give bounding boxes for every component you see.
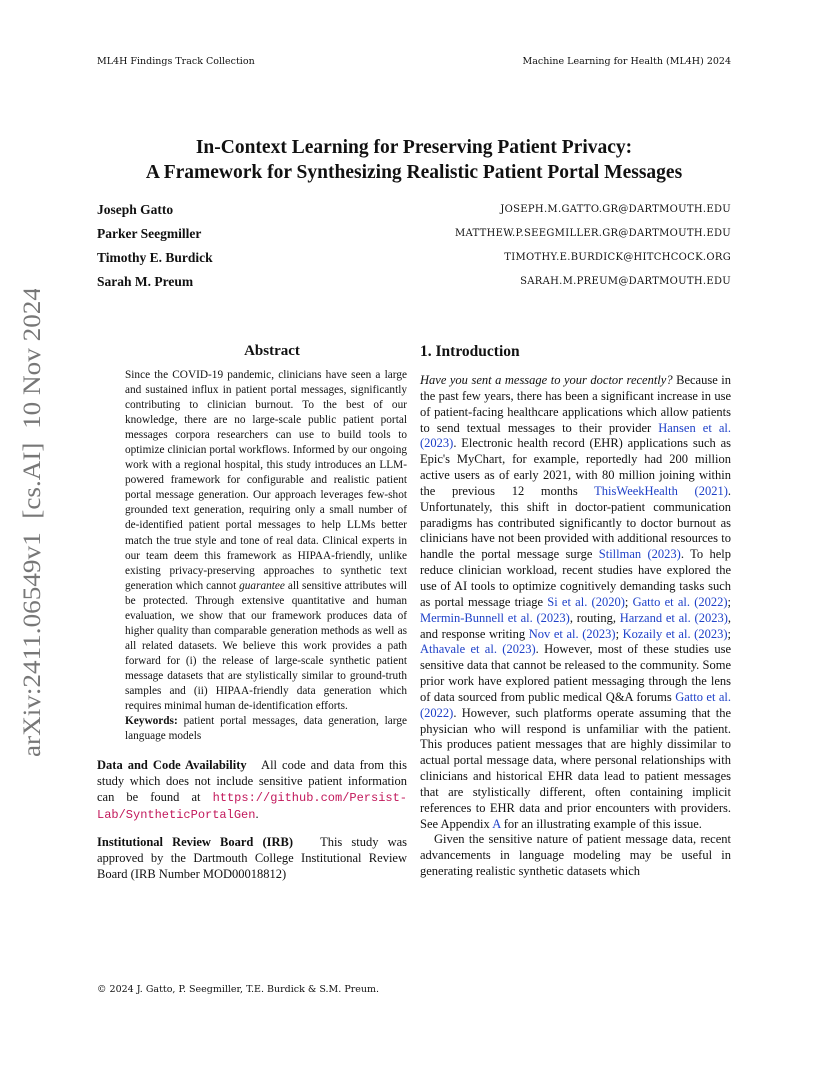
- left-column: [97, 343, 407, 883]
- citation-link[interactable]: Harzand et al. (2023): [619, 610, 728, 625]
- intro-text: ;: [727, 626, 731, 641]
- running-header-right: Machine Learning for Health (ML4H) 2024: [522, 56, 731, 67]
- abstract-text: all sensitive attributes will be protected. Through extensive quantitative and human evaluation, we show that our framework produces data of higher quality than comparable generation methods as well as all related datasets. We believe this work provides a path forward for (i) the release of large-scale synthetic patient message datasets that are stylistically similar to ground-truth samples and (ii) HIPAA-friendly data generation which requires minimal human de-identification efforts.: [125, 579, 408, 713]
- irb-paragraph: [97, 835, 407, 883]
- arxiv-stamp-text: arXiv:2411.06549v1 [cs.AI] 10 Nov 2024: [19, 324, 46, 757]
- citation-link[interactable]: Athavale et al. (2023): [420, 642, 536, 657]
- intro-text: ;: [727, 594, 731, 609]
- keywords: [125, 714, 407, 744]
- author-row: [97, 202, 731, 222]
- citation-link[interactable]: Nov et al. (2023): [528, 626, 616, 641]
- introduction-body: [420, 373, 731, 880]
- title-line-2: A Framework for Synthesizing Realistic Patient Portal Messages: [145, 162, 683, 183]
- intro-text: , and response writing: [420, 610, 731, 641]
- abstract-body: [125, 368, 407, 744]
- author-email[interactable]: JOSEPH.M.GATTO.GR@DARTMOUTH.EDU: [500, 204, 731, 215]
- citation-link[interactable]: Stillman (2023): [598, 547, 681, 562]
- data-availability-text: All code and data from this study which does not include sensitive patient information can be found at: [97, 758, 408, 804]
- author-email[interactable]: SARAH.M.PREUM@DARTMOUTH.EDU: [520, 276, 731, 287]
- running-header-left: ML4H Findings Track Collection: [97, 56, 255, 67]
- citation-link[interactable]: Gatto et al. (2022): [632, 594, 728, 609]
- author-row: [97, 250, 731, 270]
- appendix-link[interactable]: A: [492, 816, 501, 831]
- right-column: [420, 343, 731, 880]
- keywords-text: patient portal messages, data generation, large language models: [125, 715, 407, 743]
- abstract-emphasis: guarantee: [239, 579, 285, 592]
- intro-text: . Electronic health record (EHR) applications such as Epic's MyChart, for example, reportedly had 200 million active users as of early 2021, with 80 million joining within the previous 12 months: [420, 436, 731, 498]
- intro-question: Have you sent a message to your doctor recently?: [420, 373, 673, 387]
- author-email[interactable]: TIMOTHY.E.BURDICK@HITCHCOCK.ORG: [504, 252, 731, 263]
- abstract-text: Since the COVID-19 pandemic, clinicians have seen a large and sustained influx in patient portal messages, significantly contributing to clinician burnout. To the best of our knowledge, there are no large-scale public patient portal messages corpora researchers can use to build tools to optimize clinician portal workflows. Informed by our ongoing work with a regional hospital, this study introduces an LLM-powered framework for configurable and realistic patient portal message generation. Our approach leverages few-shot grounded text generation, requiring only a small number of de-identified patient portal messages to help LLMs better match the true style and tone of real data. Clinical experts in our team deem this framework as HIPAA-friendly, unlike existing privacy-preserving approaches to synthetic text generation which cannot: [125, 369, 407, 592]
- intro-text: . To help reduce clinician workload, recent studies have explored the use of AI tools to optimize cognitively demanding tasks such as portal message triage: [420, 547, 731, 609]
- citation-link[interactable]: Gatto et al. (2022): [420, 689, 731, 720]
- citation-link[interactable]: ThisWeekHealth (2021): [594, 483, 728, 498]
- intro-text: , routing,: [569, 610, 620, 625]
- citation-link[interactable]: Hansen et al. (2023): [420, 420, 732, 451]
- author-name: Sarah M. Preum: [97, 274, 194, 289]
- github-link[interactable]: https://github.com/Persist-Lab/SyntheticPortalGen: [97, 790, 408, 822]
- intro-paragraph-1: [420, 373, 731, 832]
- paper-title: [60, 135, 768, 185]
- intro-paragraph-2: Given the sensitive nature of patient message data, recent advancements in language modeling may be useful in generating realistic synthetic datasets which: [420, 832, 731, 879]
- citation-link[interactable]: Kozaily et al. (2023): [622, 626, 728, 641]
- data-availability-paragraph: [97, 758, 407, 824]
- author-email[interactable]: MATTHEW.P.SEEGMILLER.GR@DARTMOUTH.EDU: [454, 228, 731, 239]
- author-name: Timothy E. Burdick: [97, 250, 213, 265]
- intro-text: . Unfortunately, this shift in doctor-patient communication paradigms has contributed significantly to doctor burnout as clinicians have not been provided with additional resources to handle the portal message surge: [420, 483, 731, 562]
- author-row: [97, 274, 731, 294]
- intro-text: for an illustrating example of this issue.: [500, 816, 702, 831]
- irb-heading: Institutional Review Board (IRB): [97, 834, 294, 849]
- data-availability-heading: Data and Code Availability: [97, 758, 247, 773]
- intro-text: . However, such platforms operate assuming that the physician who will respond is unfamiliar with the patient. This produces patient messages that are highly dissimilar to actual portal message data, where personal relationships with clinicians and historical EHR data lead to patient messages that are stylistically different, often containing implicit references to EHR data and prior encounters with providers. See Appendix: [420, 705, 731, 831]
- author-name: Parker Seegmiller: [97, 226, 202, 241]
- intro-text: ;: [624, 594, 633, 609]
- copyright-footer: © 2024 J. Gatto, P. Seegmiller, T.E. Burdick & S.M. Preum.: [97, 984, 380, 995]
- intro-text: . However, most of these studies use sensitive data that cannot be released to the community. Some prior work have explored patient messaging through the lens of data sourced from public medical Q&A forums: [420, 642, 732, 704]
- abstract-title: Abstract: [244, 343, 300, 359]
- introduction-title: 1. Introduction: [420, 343, 520, 360]
- irb-text: This study was approved by the Dartmouth College Institutional Review Board (IRB Number MOD00018812): [97, 834, 408, 881]
- title-line-1: In-Context Learning for Preserving Patient Privacy:: [195, 137, 633, 158]
- intro-text: Because in the past few years, there has been a significant increase in use of patient-facing healthcare applications which allow patients to send textual messages to their provider: [420, 373, 731, 435]
- author-row: [97, 226, 731, 246]
- citation-link[interactable]: Si et al. (2020): [547, 594, 625, 609]
- data-availability-end: .: [255, 806, 259, 821]
- arxiv-stamp: [12, 289, 52, 759]
- intro-text: ;: [615, 626, 623, 641]
- author-name: Joseph Gatto: [97, 202, 174, 217]
- citation-link[interactable]: Mermin-Bunnell et al. (2023): [420, 610, 570, 625]
- keywords-label: Keywords:: [125, 715, 178, 728]
